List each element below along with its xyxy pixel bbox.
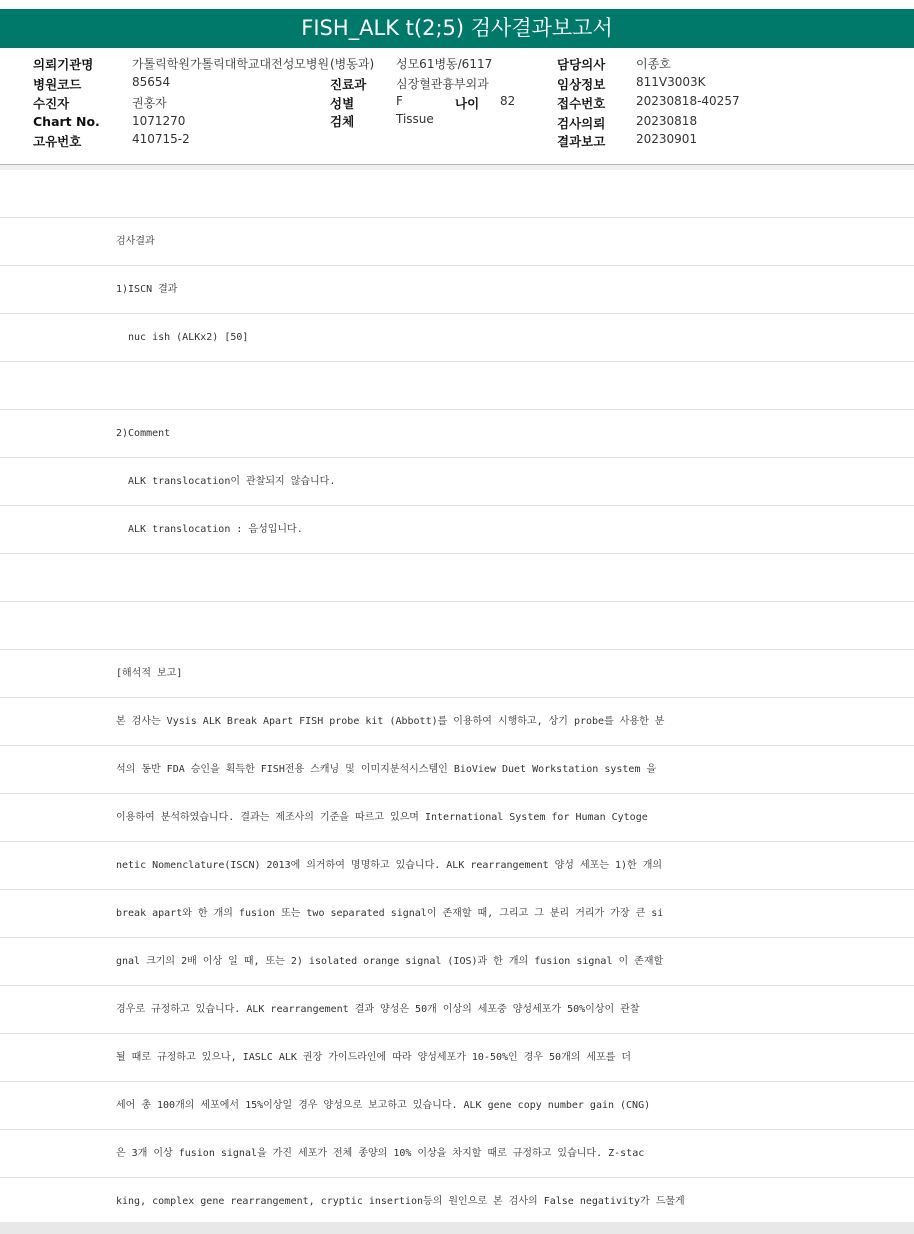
department-value: 심장혈관흉부외과: [396, 77, 489, 91]
specimen-value: Tissue: [396, 112, 434, 126]
horizontal-scrollbar[interactable]: [0, 1222, 914, 1234]
receipt-number-label: 접수번호: [557, 96, 606, 111]
ward-value: 성모61병동/6117: [396, 57, 493, 71]
institution-value: 가톨릭학원가톨릭대학교대전성모병원: [132, 57, 330, 71]
report-line: 은 3개 이상 fusion signal을 가진 세포가 전체 종양의 10% 이상을 차지할 때로 규정하고 있습니다. Z-stac: [0, 1130, 914, 1178]
report-line: [0, 602, 914, 650]
doctor-value: 이종호: [636, 57, 671, 71]
report-date-value: 20230901: [636, 132, 698, 146]
institution-label: 의뢰기관명: [33, 57, 94, 72]
chart-number-label: Chart No.: [33, 114, 100, 129]
hospital-code-value: 85654: [132, 75, 171, 89]
age-label: 나이: [455, 96, 480, 111]
sex-label: 성별: [330, 96, 355, 111]
report-line: 될 때로 규정하고 있으나, IASLC ALK 권장 가이드라인에 따라 양성세포가 10-50%인 경우 50개의 세포를 더: [0, 1034, 914, 1082]
header-row-5: [0, 132, 914, 150]
unique-number-value: 410715-2: [132, 132, 190, 146]
header-row-1: [0, 55, 914, 73]
report-line: ALK translocation이 관찰되지 않습니다.: [0, 458, 914, 506]
report-line: 이용하여 분석하였습니다. 결과는 제조사의 기준을 따르고 있으며 International System for Human Cytoge: [0, 794, 914, 842]
chart-number-value: 1071270: [132, 114, 186, 128]
clinical-info-label: 임상정보: [557, 77, 606, 92]
unique-number-label: 고유번호: [33, 134, 82, 149]
report-line: [0, 362, 914, 410]
header-row-2: [0, 75, 914, 93]
report-line: nuc ish (ALKx2) [50]: [0, 314, 914, 362]
report-line: [0, 554, 914, 602]
report-date-label: 결과보고: [557, 134, 606, 149]
report-line: gnal 크기의 2배 이상 일 때, 또는 2) isolated orange signal (IOS)과 한 개의 fusion signal 이 존재할: [0, 938, 914, 986]
report-line: 석의 동반 FDA 승인을 획득한 FISH전용 스캐닝 및 이미지분석시스템인 BioView Duet Workstation system 을: [0, 746, 914, 794]
age-value: 82: [500, 94, 516, 108]
specimen-label: 검체: [330, 114, 355, 129]
report-line: 세어 총 100개의 세포에서 15%이상일 경우 양성으로 보고하고 있습니다. ALK gene copy number gain (CNG): [0, 1082, 914, 1130]
header-row-4: [0, 114, 914, 132]
request-date-label: 검사의뢰: [557, 116, 606, 131]
request-date-value: 20230818: [636, 114, 698, 128]
report-line: 경우로 규정하고 있습니다. ALK rearrangement 결과 양성은 50개 이상의 세포중 양성세포가 50%이상이 관찰: [0, 986, 914, 1034]
department-label: 진료과: [330, 77, 367, 92]
ward-label: (병동과): [330, 57, 375, 71]
report-line: 1)ISCN 결과: [0, 266, 914, 314]
hospital-code-label: 병원코드: [33, 77, 82, 92]
report-line: 본 검사는 Vysis ALK Break Apart FISH probe kit (Abbott)를 이용하여 시행하고, 상기 probe를 사용한 분: [0, 698, 914, 746]
report-line: king, complex gene rearrangement, cryptic insertion등의 원인으로 본 검사의 False negativity가 드물게: [0, 1178, 914, 1222]
report-title: FISH_ALK t(2;5) 검사결과보고서: [0, 9, 914, 48]
report-line: [0, 170, 914, 218]
report-line: 2)Comment: [0, 410, 914, 458]
clinical-info-value: 811V3003K: [636, 75, 706, 89]
sex-value: F: [396, 94, 403, 108]
report-line: netic Nomenclature(ISCN) 2013에 의거하여 명명하고 있습니다. ALK rearrangement 양성 세포는 1)한 개의: [0, 842, 914, 890]
header-row-3: [0, 94, 914, 112]
patient-label: 수진자: [33, 96, 70, 111]
report-body: [0, 170, 914, 1222]
patient-info-header: [0, 48, 914, 165]
receipt-number-value: 20230818-40257: [636, 94, 740, 108]
report-line: 검사결과: [0, 218, 914, 266]
report-line: break apart와 한 개의 fusion 또는 two separated signal이 존재할 때, 그리고 그 분리 거리가 가장 큰 si: [0, 890, 914, 938]
doctor-label: 담당의사: [557, 57, 606, 72]
patient-value: 권홍자: [132, 96, 167, 110]
report-line: [해석적 보고]: [0, 650, 914, 698]
report-line: ALK translocation : 음성입니다.: [0, 506, 914, 554]
